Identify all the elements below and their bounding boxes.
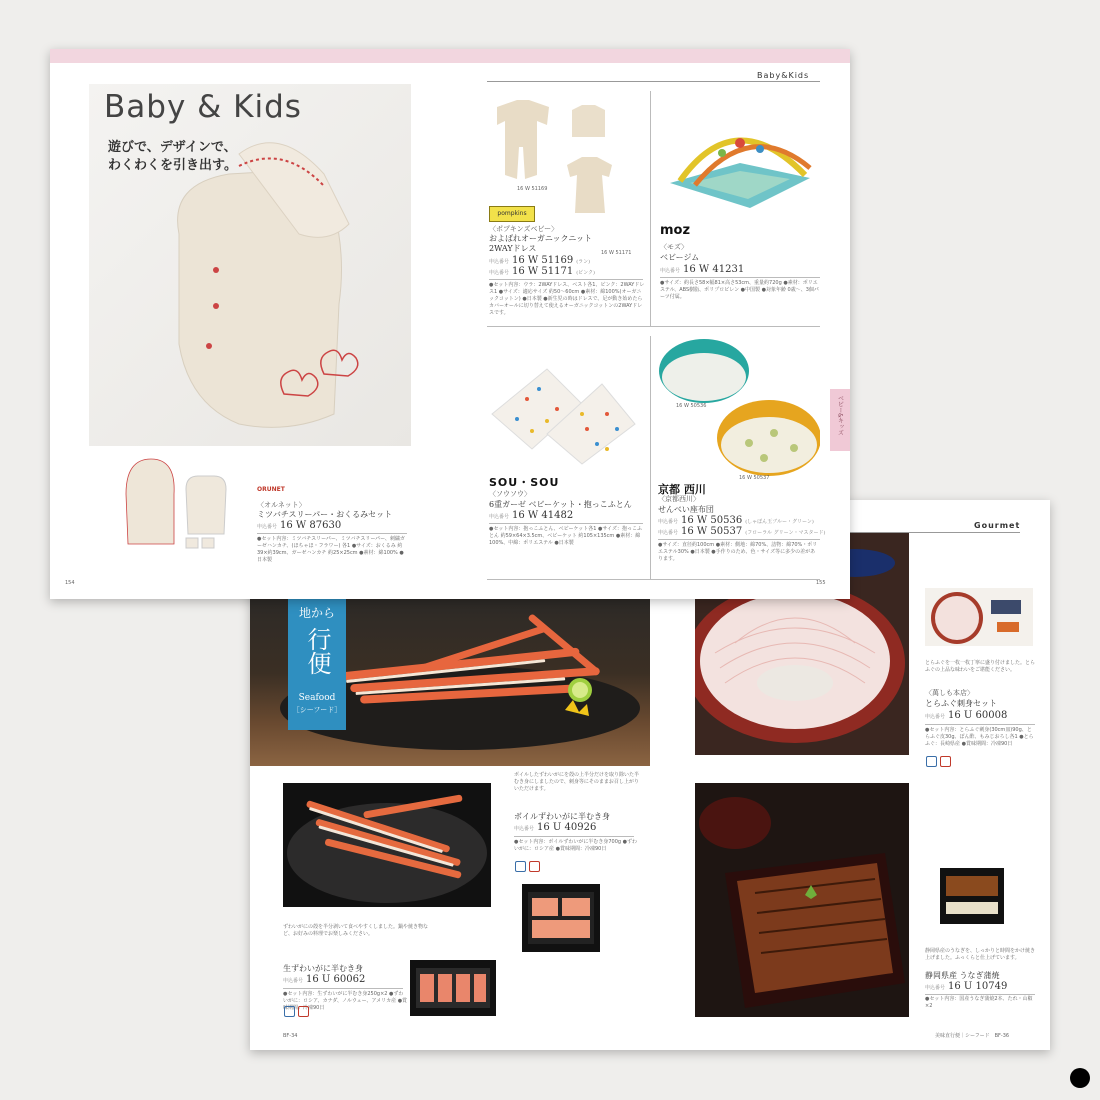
orunet-sub: 〈オルネット〉 <box>257 501 306 509</box>
nishikawa-name: せんべい座布団 <box>658 505 714 514</box>
sousou-sub: 〈ソウソウ〉 <box>489 490 531 498</box>
footer-left: BF-34 <box>283 1033 298 1039</box>
crab-boiled-package-photo <box>522 884 600 952</box>
fugu-intro: とらふぐを一枚一枚丁寧に盛り付けました。とらふぐの上品な味わいをご堪能ください。 <box>925 660 1036 673</box>
baby-gym-illustration <box>660 113 820 213</box>
crab-boiled-name: ボイルずわいがに半むき身 <box>514 812 610 821</box>
unagi-package-photo <box>940 868 1004 924</box>
crab-raw-name: 生ずわいがに半むき身 <box>283 964 363 973</box>
orunet-brand: ORUNET <box>257 486 285 493</box>
fugu-name: とらふぐ刺身セット <box>925 699 997 708</box>
crab-boiled-intro: ボイルしたずわいがにを殻の上半分だけを取り除いた半むき身にしましたので、刺身等にそのままお召し上がりいただけます。 <box>514 772 640 792</box>
unagi-hero-photo <box>695 783 909 1017</box>
pompkins-code-1: 申込番号 16 W 51169 (ラン) <box>489 255 591 266</box>
crab-legs-illustration <box>283 783 491 907</box>
crab-legs-photo <box>283 783 491 907</box>
sousou-name: 6重ガーゼ ベビーケット・抱っこふとん <box>489 500 632 509</box>
crab-raw-desc: ●セット内容：生ずわいがに半むき身250g×2 ●ずわいがに：ロシア、カナダ、ノルウェー、アメリカ産 ●賞味期間：冷凍90日 <box>283 991 408 1011</box>
frozen-icon <box>284 1006 295 1017</box>
seafood-en: Seafood <box>298 693 336 703</box>
nishikawa-code-1: 申込番号 16 W 50536 (しゃぼん玉ブルー・グリーン) <box>658 515 814 526</box>
side-tab[interactable]: ベビー&キッズ <box>830 389 850 451</box>
frozen-icon <box>515 861 526 872</box>
unagi-intro: 静岡県産のうなぎを、しっかりと時間をかけ焼き上げました。ふっくらと仕上げています。 <box>925 948 1036 961</box>
orunet-desc: ●セット内容：ミツバチスリーパー、ミツバチスリーパー、刺繍ガーゼハンカチ、(ほちゃほ・フラワー) 各1 ●サイズ：おくるみ 約39×約39cm、ガーゼハンカチ 約25×25cm ●素材：綿100% ●日本製 <box>257 536 405 563</box>
moz-sub: 〈モズ〉 <box>660 243 688 251</box>
hero-title: Baby & Kids <box>104 89 302 125</box>
pompkins-label-2: 16 W 51171 <box>601 250 632 256</box>
page-number-right: 155 <box>816 580 826 586</box>
pompkins-sub: 〈ポプキンズベビー〉 <box>489 225 559 233</box>
gauze-blanket-illustration <box>487 359 637 469</box>
unagi-code: 申込番号 16 U 10749 <box>925 981 1008 992</box>
gourmet-header: Gourmet <box>974 521 1021 530</box>
moz-logo: moz <box>660 223 691 238</box>
frozen-icon <box>926 756 937 767</box>
delivery-icon <box>940 756 951 767</box>
orunet-code: 申込番号 16 W 87630 <box>257 520 342 531</box>
page-number-left: 154 <box>65 580 75 586</box>
nishikawa-logo: 京都 西川 <box>658 483 706 496</box>
pompkins-desc: ●セット内容：ウラ：2WAYドレス、ベスト各1、ピンク：2WAYドレス1 ●サイズ：適応サイズ 約50〜60cm ●素材：綿100%(オーガニックコットン) ●日本製 ●新生児の時はドレスで、足が動き始めたらカバーオールに切り替えて使えるオーガニックコットンの2WAYドレスです。 <box>489 282 645 316</box>
nishikawa-desc: ●サイズ：直径約100cm ●素材：側地：綿70%、詰物：綿70%・ポリエステル30% ●日本製 ●手作りのため、色・サイズ等に多少の差があります。 <box>658 542 818 562</box>
fugu-code: 申込番号 16 U 60008 <box>925 710 1008 721</box>
fugu-sub: 〈萬しも本店〉 <box>925 689 974 697</box>
fugu-set-photo <box>925 588 1033 646</box>
nishikawa-code-2: 申込番号 16 W 50537 (フローラル グリーン・マスタード) <box>658 526 826 537</box>
pompkins-dress-illustration <box>487 95 637 215</box>
fugu-desc: ●セット内容：とらふぐ刺身(30cm皿)90g、とらふぐ皮30g、ぽん酢、もみじおろし各1 ●とらふぐ：長崎県産 ●賞味期間：冷凍90日 <box>925 727 1034 747</box>
crab-raw-intro: ずわいがにの殻を半分剥いて食べやすくしました。鍋や焼き物など、お好みの料理でお楽しみください。 <box>283 924 429 937</box>
cushion-label-2: 16 W 50537 <box>739 475 770 481</box>
hero-tagline-1: 遊びで、デザインで、 <box>108 140 237 155</box>
seafood-jp: ［シーフード］ <box>292 706 342 714</box>
moz-code: 申込番号 16 W 41231 <box>660 264 745 275</box>
moz-product-photo <box>660 113 820 213</box>
nishikawa-sub: 〈京都西川〉 <box>658 495 700 503</box>
pompkins-label-1: 16 W 51169 <box>517 186 548 192</box>
pompkins-name: およばれオーガニックニット 2WAYドレス <box>489 234 593 253</box>
cushion-label-1: 16 W 50536 <box>676 403 707 409</box>
delivery-icon <box>298 1006 309 1017</box>
pompkins-logo: pompkins <box>489 206 535 222</box>
orunet-product-photo <box>116 454 236 552</box>
moz-desc: ●サイズ：約長さ58×幅81×高さ53cm、重量約720g ●素材：ポリエステル、ABS樹脂、ポリプロピレン ●中国製 ●対象年齢 0歳〜、3個パーツ付属。 <box>660 280 819 300</box>
crab-raw-code: 申込番号 16 U 60062 <box>283 974 366 985</box>
seafood-title-2: 行便 <box>303 627 331 675</box>
crab-pack-illustration <box>410 960 496 1016</box>
pink-band <box>50 49 850 63</box>
crab-raw-package-photo <box>410 960 496 1016</box>
orunet-name: ミツバチスリーパー・おくるみセット <box>257 510 393 519</box>
sousou-desc: ●セット内容：抱っこふとん、ベビーケット各1 ●サイズ：抱っこふとん 約59×64×3.5cm、ベビーケット 約105×135cm ●素材：綿100%、中綿：ポリエステル ●日本製 <box>489 526 642 546</box>
crab-boiled-desc: ●セット内容：ボイルずわいがに半むき身700g ●ずわいがに：ロシア産 ●賞味期間：冷凍90日 <box>514 839 638 852</box>
hero-tagline-2: わくわくを引き出す。 <box>108 158 237 173</box>
pompkins-product-photo <box>487 95 637 215</box>
baby-header: Baby&Kids <box>757 71 810 80</box>
footer-right: 美味直行便｜シーフード BF-36 <box>935 1033 1010 1039</box>
moz-name: ベビージム <box>660 253 700 262</box>
delivery-icon <box>529 861 540 872</box>
unagi-box-illustration <box>695 783 909 1017</box>
corner-dot <box>1070 1068 1090 1088</box>
crab-boiled-pack-illustration <box>522 884 600 952</box>
crab-boiled-code: 申込番号 16 U 40926 <box>514 822 597 833</box>
seafood-title-1: 地から <box>298 606 335 620</box>
fugu-set-illustration <box>925 588 1033 646</box>
unagi-pack-illustration <box>940 868 1004 924</box>
pompkins-code-2: 申込番号 16 W 51171 (ピンク) <box>489 266 595 277</box>
baby-kids-spread <box>50 49 850 599</box>
unagi-name: 静岡県産 うなぎ蒲焼 <box>925 971 1000 980</box>
seafood-label <box>288 598 346 730</box>
sousou-logo: SOU・SOU <box>489 476 560 489</box>
sousou-code: 申込番号 16 W 41482 <box>489 510 574 521</box>
unagi-desc: ●セット内容：国産うなぎ蒲焼2本、たれ・山椒×2 <box>925 996 1033 1009</box>
orunet-set-illustration <box>116 454 236 552</box>
sousou-product-photo <box>487 359 637 469</box>
